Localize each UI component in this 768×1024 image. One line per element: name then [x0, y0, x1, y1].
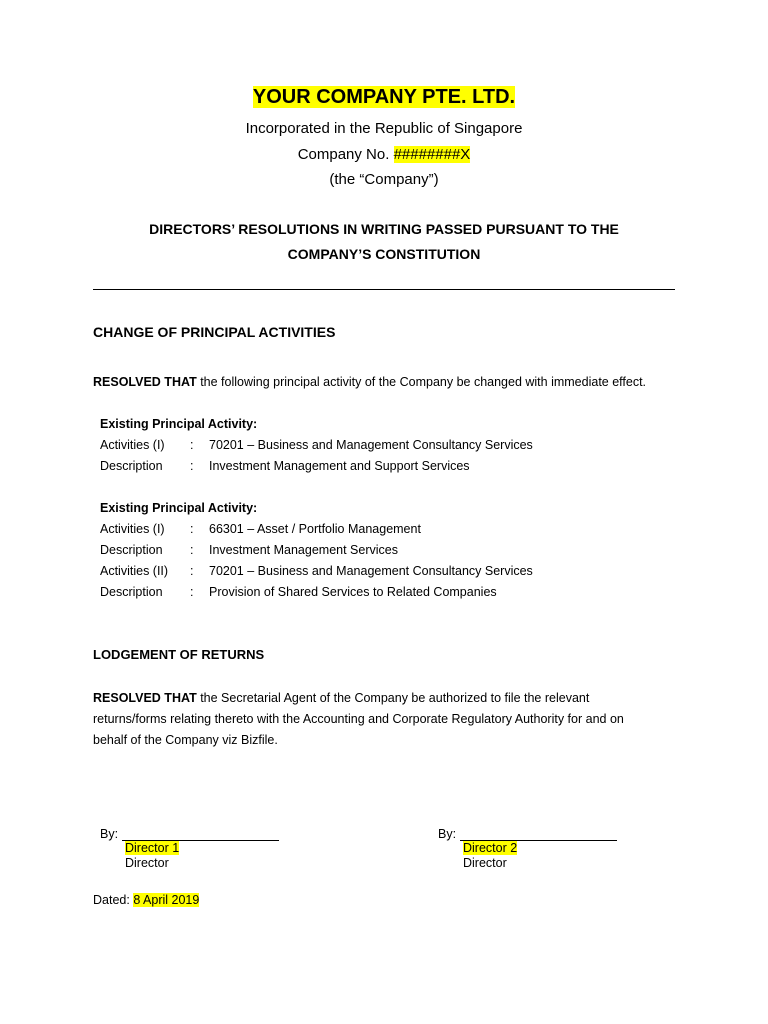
section-heading-principal-activities: CHANGE OF PRINCIPAL ACTIVITIES	[93, 324, 336, 340]
resolution-text: the following principal activity of the Company be changed with immediate effect.	[196, 375, 647, 389]
existing-activity-label-1: Existing Principal Activity:	[100, 417, 258, 431]
activity-separator: :	[190, 543, 194, 557]
activity-value: Provision of Shared Services to Related Companies	[209, 585, 497, 599]
signature-block-director-2	[438, 827, 688, 877]
signatory-role: Director	[463, 856, 507, 870]
resolution-line	[93, 688, 663, 709]
activity-value: Investment Management and Support Services	[209, 459, 470, 473]
resolution-lodgement	[93, 688, 663, 751]
resolution-line: behalf of the Company viz Bizfile.	[93, 733, 278, 747]
company-definition: (the “Company”)	[329, 171, 439, 188]
activity-separator: :	[190, 564, 194, 578]
resolution-line: returns/forms relating thereto with the Accounting and Corporate Regulatory Authority for and on	[93, 712, 624, 726]
signatory-name: Director 1	[125, 841, 180, 855]
resolution-title-line-2: COMPANY’S CONSTITUTION	[287, 246, 481, 262]
section-heading-lodgement: LODGEMENT OF RETURNS	[93, 647, 265, 662]
activity-separator: :	[190, 585, 194, 599]
resolution-principal-activities	[93, 375, 646, 389]
activity-row	[100, 585, 700, 603]
signatory-name: Director 2	[463, 841, 518, 855]
activity-separator: :	[190, 459, 194, 473]
activity-key: Activities (I)	[100, 438, 165, 452]
activity-row	[100, 459, 700, 477]
date-line	[93, 893, 199, 907]
activity-key: Description	[100, 543, 163, 557]
activity-row	[100, 438, 700, 456]
resolved-that-label: RESOLVED THAT	[93, 375, 197, 389]
activity-separator: :	[190, 438, 194, 452]
title-divider	[93, 289, 675, 290]
activity-value: 70201 – Business and Management Consultancy Services	[209, 564, 533, 578]
activity-key: Activities (II)	[100, 564, 169, 578]
resolution-text: the Secretarial Agent of the Company be authorized to file the relevant	[196, 691, 590, 705]
activity-key: Activities (I)	[100, 522, 165, 536]
activity-value: 66301 – Asset / Portfolio Management	[209, 522, 421, 536]
company-name	[0, 86, 768, 109]
activity-row	[100, 564, 700, 582]
company-name-text: YOUR COMPANY PTE. LTD.	[252, 86, 516, 108]
company-number-value: ########X	[393, 146, 471, 163]
activity-key: Description	[100, 585, 163, 599]
date-label: Dated:	[93, 893, 134, 907]
activity-value: Investment Management Services	[209, 543, 398, 557]
signature-by-label: By:	[100, 827, 119, 841]
signature-by-label: By:	[438, 827, 457, 841]
activity-separator: :	[190, 522, 194, 536]
company-number	[0, 146, 768, 163]
company-number-label: Company No.	[297, 146, 394, 163]
resolved-that-label: RESOLVED THAT	[93, 691, 197, 705]
incorporation-statement: Incorporated in the Republic of Singapore	[245, 120, 523, 137]
resolution-title-line-1: DIRECTORS’ RESOLUTIONS IN WRITING PASSED PURSUANT TO THE	[149, 221, 619, 237]
existing-activity-label-2: Existing Principal Activity:	[100, 501, 258, 515]
activity-value: 70201 – Business and Management Consultancy Services	[209, 438, 533, 452]
signatory-role: Director	[125, 856, 169, 870]
activity-row	[100, 522, 700, 540]
signature-block-director-1	[100, 827, 350, 877]
activity-row	[100, 543, 700, 561]
date-value: 8 April 2019	[133, 893, 200, 907]
activity-key: Description	[100, 459, 163, 473]
